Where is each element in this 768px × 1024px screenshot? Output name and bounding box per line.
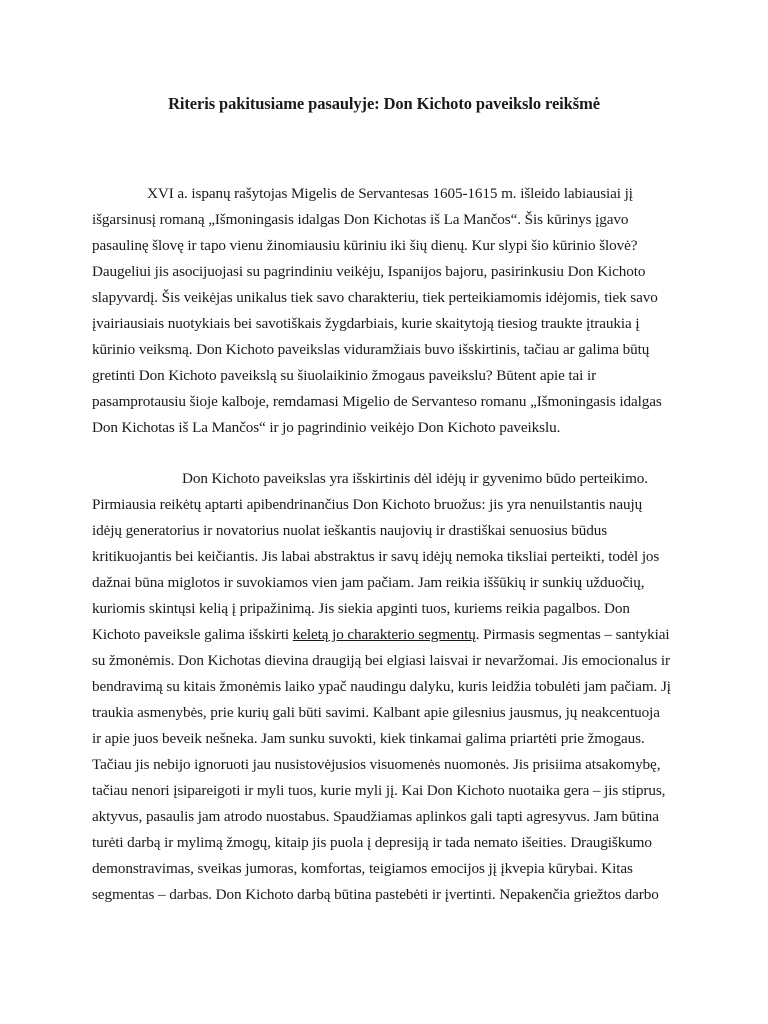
paragraph-2-line-13: tačiau nenori įsipareigoti ir myli tuos, kurie myli jį. Kai Don Kichoto nuotaika gera – jis stiprus, [92, 782, 666, 799]
document-title: Riteris pakitusiame pasaulyje: Don Kichoto paveikslo reikšmė [168, 94, 600, 113]
line-text-before: Kichoto paveiksle galima išskirti [92, 626, 293, 643]
line-text-after: . Pirmasis segmentas – santykiai [475, 626, 670, 643]
paragraph-1-line-8: gretinti Don Kichoto paveikslą su šiuolaikinio žmogaus paveikslu? Būtent apie tai ir [92, 367, 597, 384]
paragraph-2-line-11: ir apie juos beveik nešneka. Jam sunku suvokti, kiek tinkamai galima priartėti prie žmogaus. [92, 730, 645, 747]
paragraph-2-line-14: aktyvus, pasaulis jam atrodo nuostabus. Spaudžiamas aplinkos gali tapti agresyvus. Jam būtina [92, 808, 659, 825]
paragraph-1-line-9: pasamprotausiu šioje kalboje, remdamasi Migelio de Servanteso romanu „Išmoningasis idalgas [92, 393, 662, 410]
paragraph-2-line-5: dažnai būna miglotos ir suvokiamos vien jam pačiam. Jam reikia iššūkių ir sunkių užduočių, [92, 574, 645, 591]
paragraph-1-line-4: Daugeliui jis asocijuojasi su pagrindiniu veikėju, Ispanijos bajoru, pasirinkusiu Don Kichoto [92, 263, 646, 280]
paragraph-2-line-3: idėjų generatorius ir novatorius nuolat ieškantis naujovių ir drastiškai senuosius būdus [92, 522, 608, 539]
paragraph-1-line-6: įvairiausiais nuotykiais bei savotiškais žygdarbiais, kurie skaitytoją tiesiog traukte įtraukia į [92, 315, 640, 332]
paragraph-2-line-2: Pirmiausia reikėtų aptarti apibendrinančius Don Kichoto bruožus: jis yra nenuilstantis naujų [92, 496, 643, 513]
paragraph-1-line-2: išgarsinusį romaną „Išmoningasis idalgas Don Kichotas iš La Mančos“. Šis kūrinys įgavo [92, 211, 629, 228]
paragraph-2-line-17: segmentas – darbas. Don Kichoto darbą būtina pastebėti ir įvertinti. Nepakenčia griežtos darbo [92, 886, 659, 903]
underlined-phrase: keletą jo charakterio segmentų [292, 626, 476, 643]
paragraph-2-line-7 [92, 622, 670, 648]
paragraph-1-line-3: pasaulinę šlovę ir tapo vienu žinomiausiu kūriniu iki šių dienų. Kur slypi šio kūrinio šlovė? [92, 237, 638, 254]
paragraph-1-line-5: slapyvardį. Šis veikėjas unikalus tiek savo charakteriu, tiek perteikiamomis idėjomis, tiek savo [92, 289, 658, 306]
paragraph-2-line-4: kritikuojantis bei keičiantis. Jis labai abstraktus ir savų idėjų nemoka tiksliai perteikti, todėl jos [92, 548, 660, 565]
paragraph-2-line-9: bendravimą su kitais žmonėmis laiko ypač naudingu dalyku, kuris leidžia tobulėti jam pačiam. Jį [92, 678, 671, 695]
paragraph-1-line-1: XVI a. ispanų rašytojas Migelis de Servantesas 1605-1615 m. išleido labiausiai jį [147, 185, 633, 202]
paragraph-2-line-15: turėti darbą ir mylimą žmogų, kitaip jis puola į depresiją ir tada nemato išeities. Draugiškumo [92, 834, 652, 851]
paragraph-2-line-8: su žmonėmis. Don Kichotas dievina draugiją bei elgiasi laisvai ir nevaržomai. Jis emocionalus ir [92, 652, 670, 669]
paragraph-1-line-7: kūrinio veiksmą. Don Kichoto paveikslas viduramžiais buvo išskirtinis, tačiau ar galima būtų [92, 341, 650, 358]
paragraph-2-line-12: Tačiau jis nebijo ignoruoti jau nusistovėjusios visuomenės nuomonės. Jis prisiima atsakomybę, [92, 756, 661, 773]
paragraph-2-line-16: demonstravimas, sveikas jumoras, komfortas, teigiamos emocijos jį įkvepia kūrybai. Kitas [92, 860, 633, 877]
paragraph-1-line-10: Don Kichotas iš La Mančos“ ir jo pagrindinio veikėjo Don Kichoto paveikslu. [92, 419, 561, 436]
paragraph-2-line-1: Don Kichoto paveikslas yra išskirtinis dėl idėjų ir gyvenimo būdo perteikimo. [182, 470, 648, 487]
paragraph-2-line-6: kuriomis skintųsi kelią į pripažinimą. Jis siekia apginti tuos, kuriems reikia pagalbos. Don [92, 600, 630, 617]
paragraph-2-line-10: traukia asmenybės, prie kurių gali būti savimi. Kalbant apie gilesnius jausmus, jų neakcentuoja [92, 704, 660, 721]
